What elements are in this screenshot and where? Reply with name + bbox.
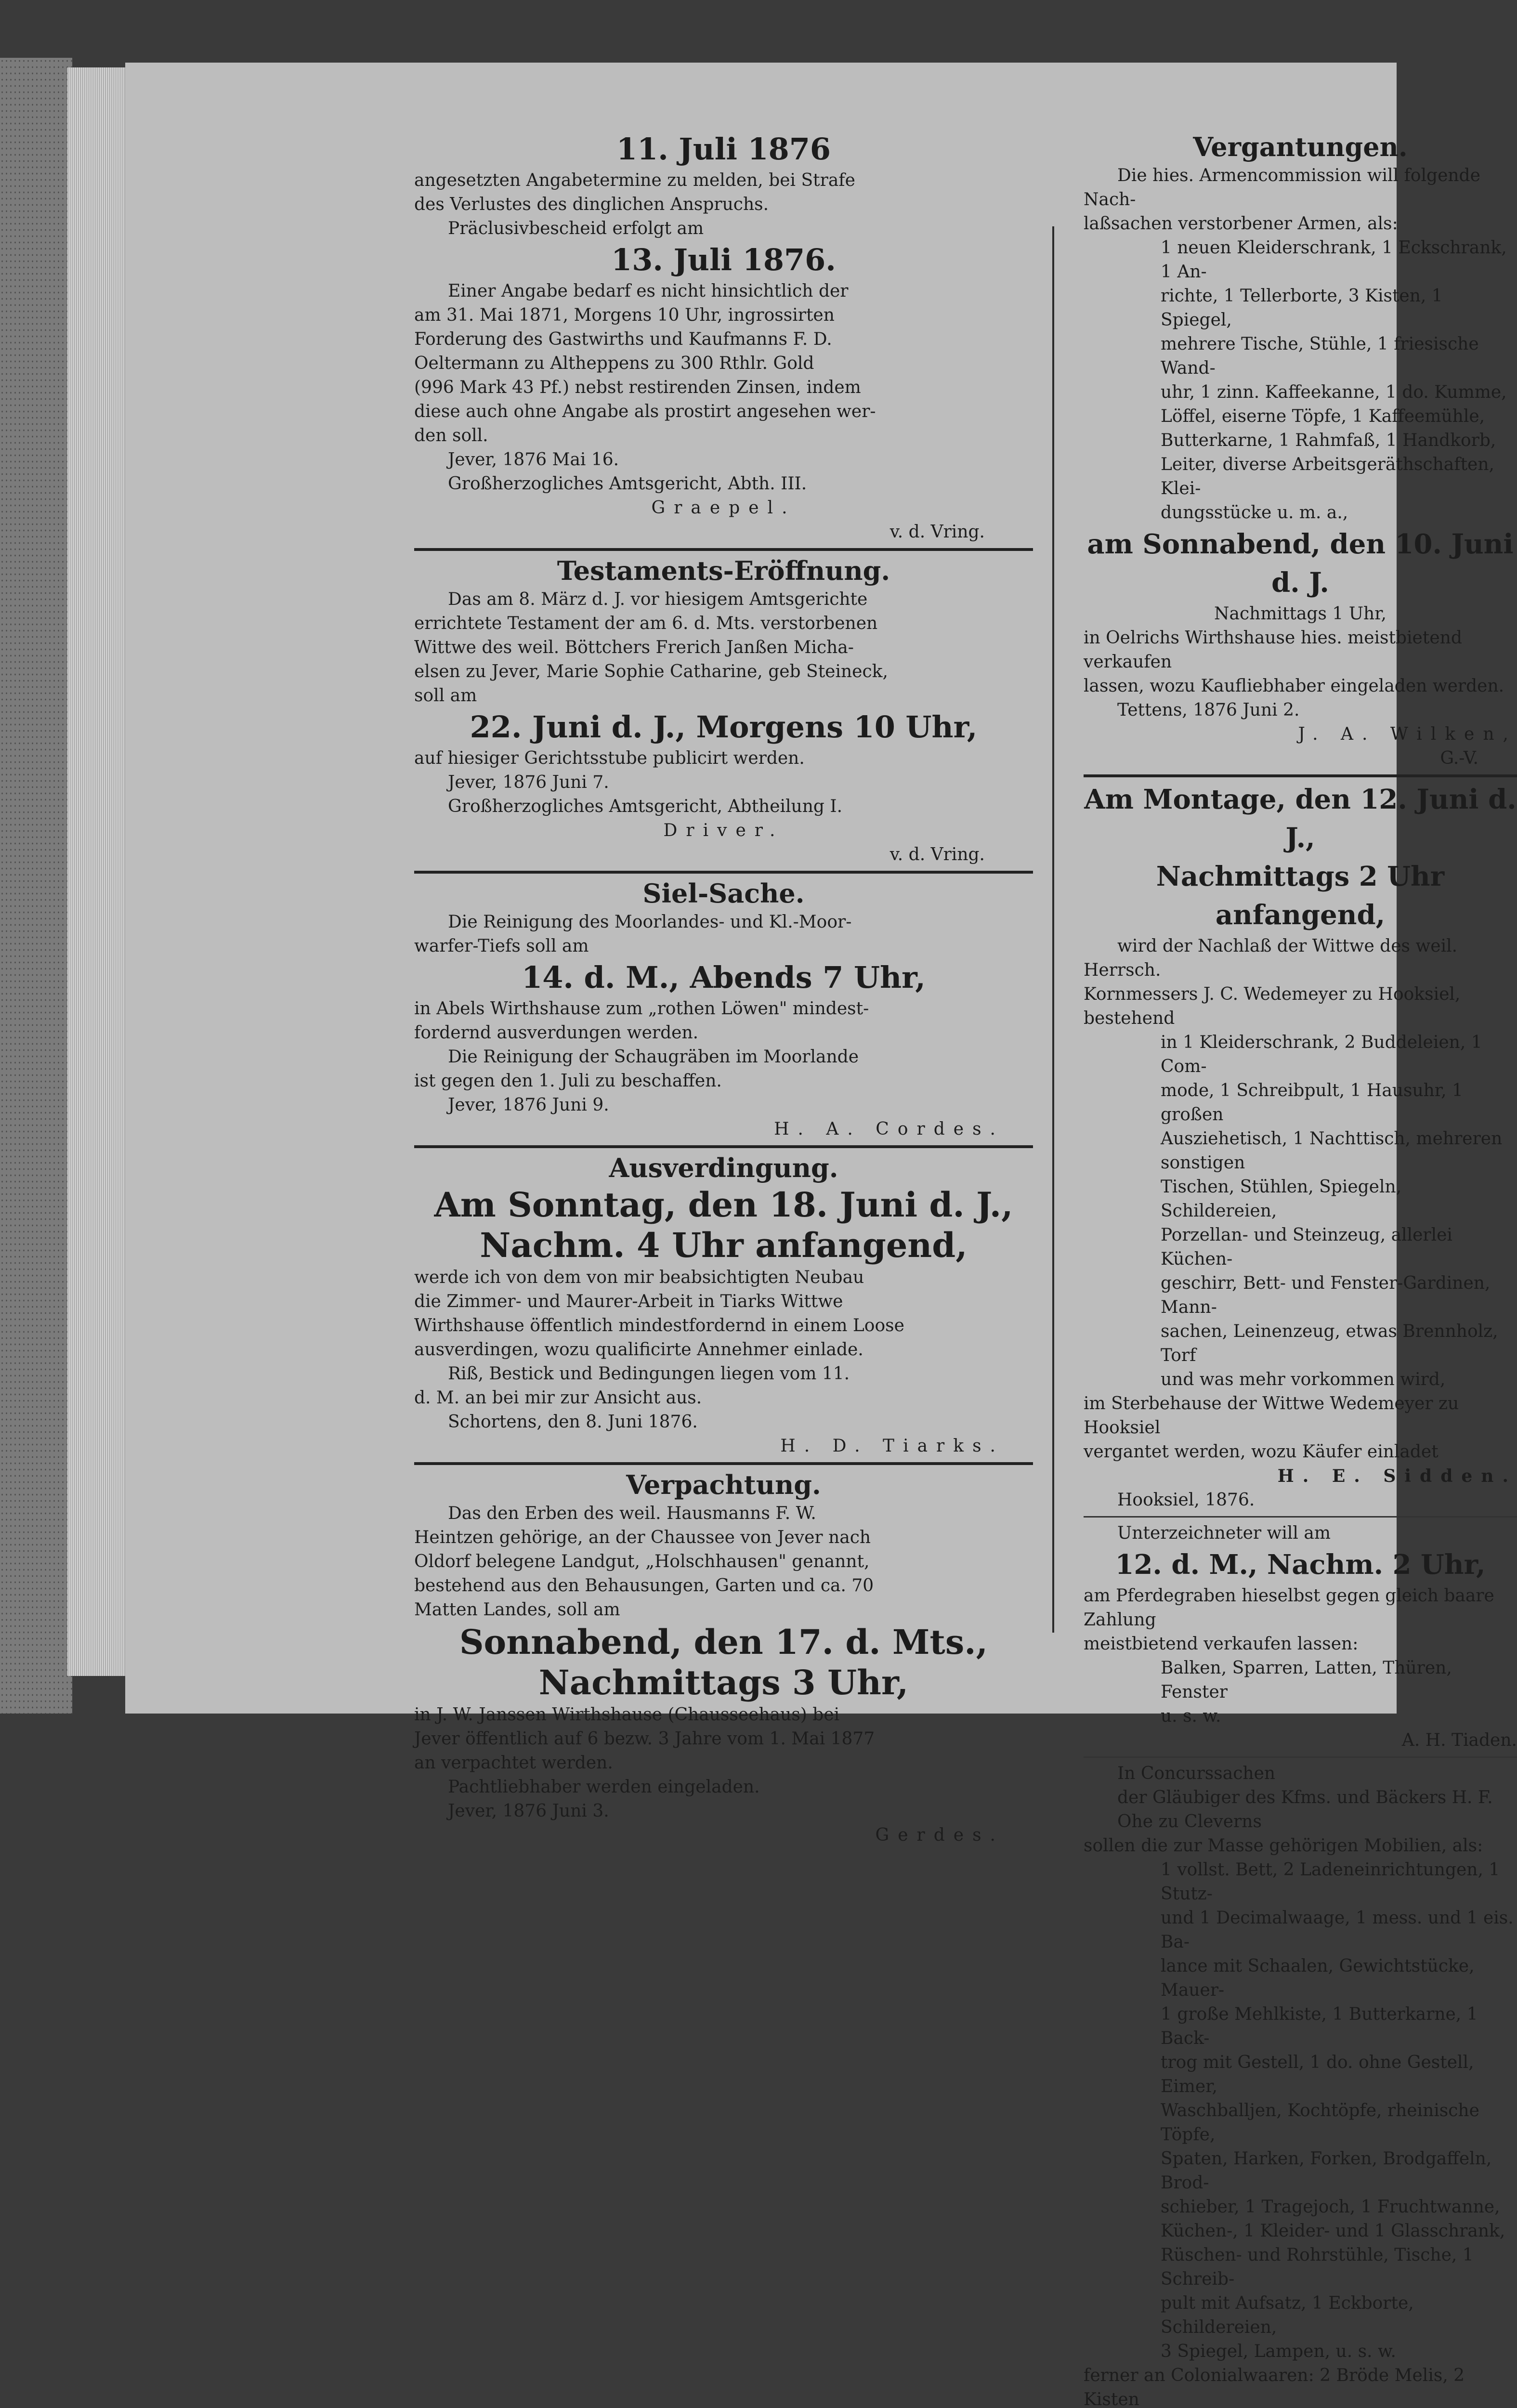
sec4-line-2: die Zimmer- und Maurer-Arbeit in Tiarks Wittwe bbox=[414, 1292, 843, 1311]
r1-sub-signer: G.-V. bbox=[1440, 748, 1478, 768]
sec2-sub-signer: v. d. Vring. bbox=[889, 845, 985, 864]
sec5-place: Jever, 1876 Juni 3. bbox=[448, 1801, 609, 1821]
r2-line-2: Kornmessers J. C. Wedemeyer zu Hooksiel, bestehend bbox=[1084, 984, 1461, 1028]
r4-line-9: trog mit Gestell, 1 do. ohne Gestell, Eimer, bbox=[1161, 2053, 1474, 2096]
right-column bbox=[1084, 130, 1517, 2408]
r1-line-11: Nachmittags 1 Uhr, bbox=[1214, 604, 1386, 624]
sec2-court: Großherzogliches Amtsgericht, Abtheilung I. bbox=[448, 797, 843, 816]
section-divider bbox=[414, 1145, 1033, 1148]
para1-line-1: Einer Angabe bedarf es nicht hinsichtlich der bbox=[448, 281, 849, 301]
r4-line-14: Rüschen- und Rohrstühle, Tische, 1 Schreib- bbox=[1161, 2245, 1474, 2289]
r3-line-2: meistbietend verkaufen lassen: bbox=[1084, 1634, 1359, 1654]
r1-date: am Sonnabend, den 10. Juni d. J. bbox=[1087, 528, 1514, 599]
r2-line-6: Tischen, Stühlen, Spiegeln, Schildereien, bbox=[1161, 1177, 1402, 1221]
signer-1: Graepel. bbox=[651, 498, 796, 518]
sec3-line-4: fordernd ausverdungen werden. bbox=[414, 1023, 699, 1043]
r4-line-6: und 1 Decimalwaage, 1 mess. und 1 eis. Ba- bbox=[1161, 1908, 1514, 1952]
section-divider bbox=[414, 1462, 1033, 1465]
section-title-vergantungen: Vergantungen. bbox=[1193, 131, 1408, 162]
sec4-line-1: werde ich von dem von mir beabsichtigten Neubau bbox=[414, 1268, 864, 1287]
r2-line-1: wird der Nachlaß der Wittwe des weil. Herrsch. bbox=[1084, 936, 1458, 980]
r2-date-2: Nachmittags 2 Uhr anfangend, bbox=[1156, 861, 1445, 931]
r4-line-12: schieber, 1 Tragejoch, 1 Fruchtwanne, bbox=[1161, 2197, 1500, 2217]
r4-line-8: 1 große Mehlkiste, 1 Butterkarne, 1 Back- bbox=[1161, 2004, 1478, 2048]
r1-line-8: Butterkarne, 1 Rahmfaß, 1 Handkorb, bbox=[1161, 431, 1496, 450]
r1-line-9: Leiter, diverse Arbeitsgeräthschaften, Klei- bbox=[1161, 455, 1494, 498]
r2-line-12: vergantet werden, wozu Käufer einladet bbox=[1084, 1442, 1439, 1462]
r1-line-3: 1 neuen Kleiderschrank, 1 Eckschrank, 1 An- bbox=[1161, 238, 1507, 282]
r4-line-15: pult mit Aufsatz, 1 Eckborte, Schildereien, bbox=[1161, 2293, 1414, 2337]
section-title-siel: Siel-Sache. bbox=[642, 878, 805, 909]
r2-line-10: und was mehr vorkommen wird, bbox=[1161, 1370, 1446, 1389]
sec3-line-5: Die Reinigung der Schaugräben im Moorlande bbox=[448, 1047, 859, 1067]
date-13-july: 13. Juli 1876. bbox=[611, 242, 836, 277]
sec4-date-2: Nachm. 4 Uhr anfangend, bbox=[480, 1225, 968, 1265]
para1-line-7: den soll. bbox=[414, 426, 488, 445]
court-1: Großherzogliches Amtsgericht, Abth. III. bbox=[448, 474, 807, 494]
section-divider bbox=[414, 871, 1033, 874]
r4-line-3: Ohe zu Cleverns bbox=[1117, 1812, 1262, 1832]
sec2-after: auf hiesiger Gerichtsstube publicirt werden. bbox=[414, 748, 805, 768]
r1-line-4: richte, 1 Tellerborte, 3 Kisten, 1 Spiegel, bbox=[1161, 286, 1443, 330]
section-divider bbox=[414, 548, 1033, 551]
section-divider bbox=[1084, 1756, 1517, 1758]
sec5-date-1: Sonnabend, den 17. d. Mts., bbox=[459, 1622, 988, 1662]
left-column bbox=[414, 130, 1033, 1847]
sec4-place: Schortens, den 8. Juni 1876. bbox=[448, 1412, 698, 1432]
section-title-verpachtung: Verpachtung. bbox=[626, 1469, 821, 1500]
r1-line-6: uhr, 1 zinn. Kaffeekanne, 1 do. Kumme, bbox=[1161, 382, 1507, 402]
sec4-date-1: Am Sonntag, den 18. Juni d. J., bbox=[434, 1185, 1013, 1225]
r4-line-4: sollen die zur Masse gehörigen Mobilien, als: bbox=[1084, 1836, 1483, 1856]
sec2-line-2: errichtete Testament der am 6. d. Mts. verstorbenen bbox=[414, 614, 878, 633]
r3-signer: A. H. Tiaden. bbox=[1401, 1730, 1517, 1750]
r3-line-4: u. s. w. bbox=[1161, 1706, 1221, 1726]
newspaper-page bbox=[125, 63, 1517, 2408]
sub-signer-1: v. d. Vring. bbox=[889, 522, 985, 542]
r2-line-7: Porzellan- und Steinzeug, allerlei Küchen- bbox=[1161, 1225, 1452, 1269]
r2-line-8: geschirr, Bett- und Fenster-Gardinen, Mann- bbox=[1161, 1273, 1491, 1317]
para1-line-4: Oeltermann zu Altheppens zu 300 Rthlr. Gold bbox=[414, 353, 814, 373]
r4-line-2: der Gläubiger des Kfms. und Bäckers H. F. bbox=[1117, 1788, 1493, 1807]
r4-line-7: lance mit Schaalen, Gewichtstücke, Mauer- bbox=[1161, 1956, 1475, 2000]
r1-place: Tettens, 1876 Juni 2. bbox=[1117, 700, 1300, 720]
para1-line-5: (996 Mark 43 Pf.) nebst restirenden Zinsen, indem bbox=[414, 378, 861, 397]
sec3-place: Jever, 1876 Juni 9. bbox=[448, 1095, 609, 1115]
intro-line-2: des Verlustes des dinglichen Anspruchs. bbox=[414, 195, 769, 214]
r2-line-3: in 1 Kleiderschrank, 2 Buddeleien, 1 Com- bbox=[1161, 1033, 1482, 1076]
sec5-line-8: an verpachtet werden. bbox=[414, 1753, 613, 1773]
r1-line-10: dungsstücke u. m. a., bbox=[1161, 503, 1348, 523]
r1-line-1: Die hies. Armencommission will folgende Nach- bbox=[1084, 166, 1480, 209]
sec2-signer: Driver. bbox=[663, 821, 784, 840]
sec4-line-6: d. M. an bei mir zur Ansicht aus. bbox=[414, 1388, 702, 1408]
r3-line-3: Balken, Sparren, Latten, Thüren, Fenster bbox=[1161, 1658, 1452, 1702]
r1-line-5: mehrere Tische, Stühle, 1 friesische Wand- bbox=[1161, 334, 1479, 378]
sec5-line-6: in J. W. Janssen Wirthshause (Chausseehaus) bei bbox=[414, 1705, 840, 1725]
r3-date: 12. d. M., Nachm. 2 Uhr, bbox=[1115, 1549, 1486, 1581]
r1-line-2: laßsachen verstorbener Armen, als: bbox=[1084, 214, 1398, 234]
sec5-date-2: Nachmittags 3 Uhr, bbox=[538, 1662, 909, 1702]
r2-line-4: mode, 1 Schreibpult, 1 Hausuhr, 1 großen bbox=[1161, 1081, 1463, 1125]
sec3-line-6: ist gegen den 1. Juli zu beschaffen. bbox=[414, 1071, 722, 1091]
sec2-line-3: Wittwe des weil. Böttchers Frerich Janßen Micha- bbox=[414, 638, 854, 657]
sec4-signer: H. D. Tiarks. bbox=[780, 1436, 1004, 1456]
r1-line-7: Löffel, eiserne Töpfe, 1 Kaffeemühle, bbox=[1161, 406, 1485, 426]
r2-line-5: Ausziehetisch, 1 Nachttisch, mehreren sonstigen bbox=[1161, 1129, 1503, 1173]
r2-place: Hooksiel, 1876. bbox=[1117, 1490, 1255, 1510]
sec2-line-1: Das am 8. März d. J. vor hiesigem Amtsgerichte bbox=[448, 589, 868, 609]
place-date-1: Jever, 1876 Mai 16. bbox=[448, 450, 619, 470]
sec2-line-5: soll am bbox=[414, 686, 477, 706]
sec5-line-1: Das den Erben des weil. Hausmanns F. W. bbox=[448, 1504, 816, 1523]
r4-line-13: Küchen-, 1 Kleider- und 1 Glasschrank, bbox=[1161, 2221, 1505, 2241]
sec5-line-3: Oldorf belegene Landgut, „Holschhausen" genannt, bbox=[414, 1552, 870, 1571]
r4-line-10: Waschballjen, Kochtöpfe, rheinische Töpfe, bbox=[1161, 2101, 1479, 2145]
sec3-line-3: in Abels Wirthshause zum „rothen Löwen" mindest- bbox=[414, 999, 869, 1019]
section-title-ausverdingung: Ausverdingung. bbox=[609, 1152, 838, 1183]
r1-signer: J. A. Wilken, bbox=[1298, 724, 1517, 744]
intro-line-1: angesetzten Angabetermine zu melden, bei Strafe bbox=[414, 170, 855, 190]
r4-line-5: 1 vollst. Bett, 2 Ladeneinrichtungen, 1 Stutz- bbox=[1161, 1860, 1500, 1904]
section-title-testament: Testaments-Eröffnung. bbox=[557, 555, 890, 586]
sec3-line-1: Die Reinigung des Moorlandes- und Kl.-Moor- bbox=[448, 912, 852, 932]
sec3-signer: H. A. Cordes. bbox=[774, 1119, 1004, 1139]
r2-signer: H. E. Sidden. bbox=[1277, 1466, 1517, 1486]
r2-line-11: im Sterbehause der Wittwe Wedemeyer zu Hooksiel bbox=[1084, 1394, 1459, 1438]
section-divider bbox=[1084, 1516, 1517, 1518]
sec5-signer: Gerdes. bbox=[875, 1825, 1004, 1845]
column-separator bbox=[1052, 226, 1054, 1633]
r1-line-13: lassen, wozu Kaufliebhaber eingeladen werden. bbox=[1084, 676, 1504, 696]
sec5-line-5: Matten Landes, soll am bbox=[414, 1600, 620, 1620]
praeclusiv-text: Präclusivbescheid erfolgt am bbox=[448, 219, 704, 238]
sec4-line-3: Wirthshause öffentlich mindestfordernd in einem Loose bbox=[414, 1316, 904, 1335]
r2-date-1: Am Montage, den 12. Juni d. J., bbox=[1084, 784, 1517, 854]
r4-line-16: 3 Spiegel, Lampen, u. s. w. bbox=[1161, 2342, 1396, 2361]
r2-line-9: sachen, Leinenzeug, etwas Brennholz, Torf bbox=[1161, 1322, 1498, 1365]
sec4-line-5: Riß, Bestick und Bedingungen liegen vom 11. bbox=[448, 1364, 850, 1384]
sec2-line-4: elsen zu Jever, Marie Sophie Catharine, geb Steineck, bbox=[414, 662, 888, 681]
sec3-line-2: warfer-Tiefs soll am bbox=[414, 936, 589, 956]
para1-line-3: Forderung des Gastwirths und Kaufmanns F. D. bbox=[414, 329, 832, 349]
sec5-line-7: Jever öffentlich auf 6 bezw. 3 Jahre vom 1. Mai 1877 bbox=[414, 1729, 875, 1749]
sec2-date: 22. Juni d. J., Morgens 10 Uhr, bbox=[470, 709, 978, 745]
para1-line-6: diese auch ohne Angabe als prostirt angesehen wer- bbox=[414, 402, 876, 421]
top-date: 11. Juli 1876 bbox=[616, 131, 831, 167]
r4-line-1: In Concurssachen bbox=[1117, 1764, 1276, 1783]
r4-line-11: Spaten, Harken, Forken, Brodgaffeln, Brod- bbox=[1161, 2149, 1492, 2193]
sec3-date: 14. d. M., Abends 7 Uhr, bbox=[522, 960, 926, 995]
sec2-place: Jever, 1876 Juni 7. bbox=[448, 772, 609, 792]
r3-intro: Unterzeichneter will am bbox=[1117, 1523, 1331, 1543]
sec4-line-4: ausverdingen, wozu qualificirte Annehmer einlade. bbox=[414, 1340, 863, 1360]
sec5-line-4: bestehend aus den Behausungen, Garten und ca. 70 bbox=[414, 1576, 874, 1596]
cover-speckle bbox=[0, 58, 72, 1714]
para1-line-2: am 31. Mai 1871, Morgens 10 Uhr, ingrossirten bbox=[414, 305, 835, 325]
r1-line-12: in Oelrichs Wirthshause hies. meistbietend verkaufen bbox=[1084, 628, 1462, 672]
sec5-line-9: Pachtliebhaber werden eingeladen. bbox=[448, 1777, 760, 1797]
section-divider bbox=[1084, 774, 1517, 777]
sec5-line-2: Heintzen gehörige, an der Chaussee von Jever nach bbox=[414, 1528, 871, 1547]
page-stack bbox=[67, 67, 125, 1676]
r3-line-1: am Pferdegraben hieselbst gegen gleich baare Zahlung bbox=[1084, 1586, 1494, 1630]
r4-line-17: ferner an Colonialwaaren: 2 Bröde Melis, 2 Kisten bbox=[1084, 2366, 1465, 2408]
